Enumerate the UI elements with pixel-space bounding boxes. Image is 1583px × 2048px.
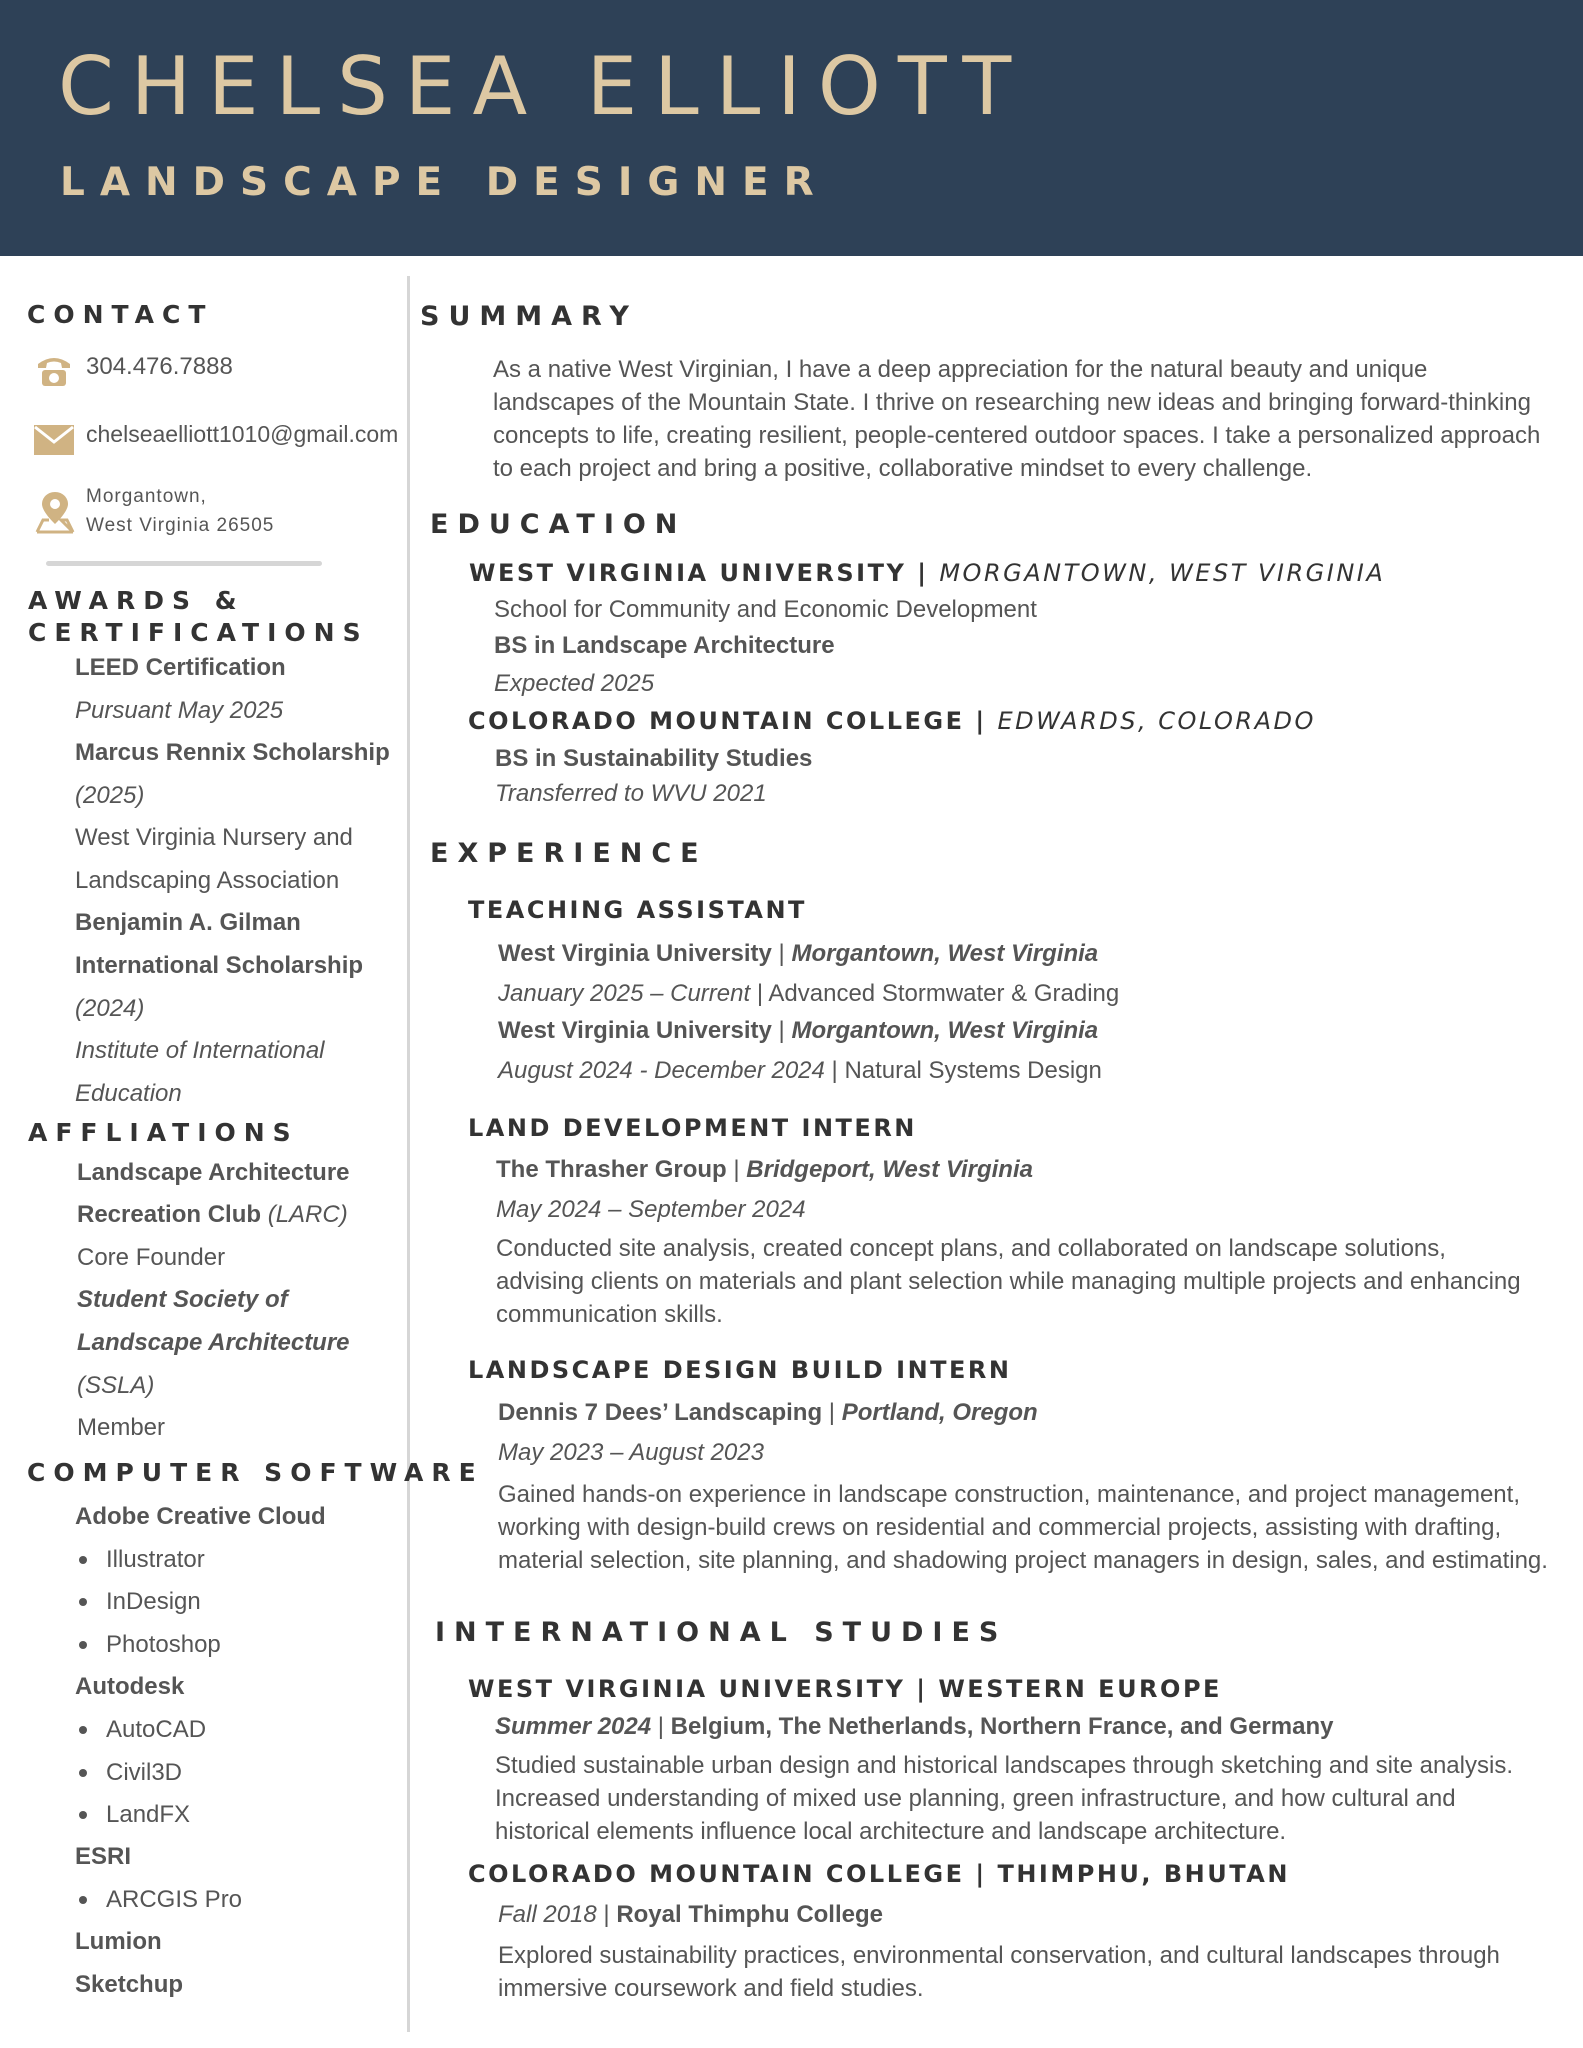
- program-title: WEST VIRGINIA UNIVERSITY | WESTERN EUROPE: [468, 1675, 1222, 1703]
- affiliations-heading: AFFLIATIONS: [28, 1118, 299, 1147]
- bullet: [79, 1556, 87, 1564]
- job-dates: August 2024 - December 2024 | Natural Systems Design: [498, 1057, 1102, 1084]
- candidate-name: CHELSEA ELLIOTT: [58, 40, 1029, 133]
- software-item: Photoshop: [106, 1631, 221, 1658]
- software-group: Lumion: [75, 1928, 162, 1955]
- bullet: [79, 1811, 87, 1819]
- address-line-1: Morgantown,: [86, 486, 207, 507]
- job-dates: May 2024 – September 2024: [496, 1196, 806, 1223]
- affiliation-line: Recreation Club (LARC): [77, 1201, 348, 1228]
- sidebar-rule: [46, 561, 322, 566]
- job-title: LANDSCAPE DESIGN BUILD INTERN: [468, 1356, 1012, 1384]
- award-line: Benjamin A. Gilman: [75, 909, 301, 936]
- software-group: ESRI: [75, 1843, 132, 1870]
- software-item: LandFX: [106, 1801, 191, 1828]
- school-heading: WEST VIRGINIA UNIVERSITY | MORGANTOWN, WEST VIRGINIA: [469, 559, 1386, 587]
- summary-heading: SUMMARY: [420, 301, 638, 332]
- award-line: West Virginia Nursery and: [75, 824, 353, 851]
- job-title: LAND DEVELOPMENT INTERN: [468, 1114, 917, 1142]
- school-college: School for Community and Economic Development: [494, 596, 1037, 623]
- job-org: The Thrasher Group | Bridgeport, West Virginia: [496, 1156, 1033, 1183]
- mail-icon: [34, 425, 74, 460]
- software-item: AutoCAD: [106, 1716, 207, 1743]
- contact-phone[interactable]: 304.476.7888: [86, 353, 233, 380]
- affiliation-line: Landscape Architecture: [77, 1329, 350, 1356]
- contact-heading: CONTACT: [27, 300, 214, 329]
- contact-email[interactable]: chelseaelliott1010@gmail.com: [86, 421, 399, 447]
- bullet: [79, 1896, 87, 1904]
- award-line: LEED Certification: [75, 654, 286, 681]
- program-description: Explored sustainability practices, environmental conservation, and cultural landscapes through immersive coursework and field studies.: [498, 1942, 1500, 2002]
- affiliation-line: Member: [77, 1414, 166, 1441]
- job-description: Conducted site analysis, created concept plans, and collaborated on landscape solutions, advising clients on materials and plant selection while managing multiple projects and enhancing communication skills.: [496, 1235, 1521, 1328]
- program-title: COLORADO MOUNTAIN COLLEGE | THIMPHU, BHUTAN: [468, 1860, 1290, 1888]
- program-term: Summer 2024 | Belgium, The Netherlands, Northern France, and Germany: [495, 1713, 1334, 1740]
- award-line: Landscaping Association: [75, 867, 340, 894]
- school-degree: BS in Landscape Architecture: [494, 632, 835, 659]
- software-item: ARCGIS Pro: [106, 1886, 243, 1913]
- school-degree: BS in Sustainability Studies: [495, 745, 813, 772]
- software-group: Autodesk: [75, 1673, 185, 1700]
- education-heading: EDUCATION: [430, 509, 687, 540]
- affiliation-line: Student Society of: [77, 1286, 288, 1313]
- software-group: Sketchup: [75, 1971, 184, 1998]
- program-term: Fall 2018 | Royal Thimphu College: [498, 1901, 883, 1928]
- job-org: West Virginia University | Morgantown, West Virginia: [498, 1017, 1099, 1044]
- program-description: Studied sustainable urban design and historical landscapes through sketching and site analysis. Increased understanding of mixed use planning, green infrastructure, and how cultural and historical elements influence local architecture and landscape architecture.: [495, 1752, 1513, 1845]
- bullet: [79, 1726, 87, 1734]
- column-divider: [407, 276, 410, 2032]
- candidate-title: LANDSCAPE DESIGNER: [60, 160, 829, 205]
- software-item: InDesign: [106, 1588, 201, 1615]
- software-group: Adobe Creative Cloud: [75, 1503, 326, 1530]
- bullet: [79, 1641, 87, 1649]
- award-line: (2025): [75, 782, 145, 809]
- award-line: Education: [75, 1080, 182, 1107]
- affiliation-line: Landscape Architecture: [77, 1159, 350, 1186]
- job-org: Dennis 7 Dees’ Landscaping | Portland, Oregon: [498, 1399, 1038, 1426]
- school-heading: COLORADO MOUNTAIN COLLEGE | EDWARDS, COLORADO: [468, 707, 1316, 735]
- award-line: Pursuant May 2025: [75, 697, 284, 724]
- awards-heading: AWARDS &: [28, 586, 245, 615]
- experience-heading: EXPERIENCE: [430, 838, 708, 869]
- affiliation-line: Core Founder: [77, 1244, 226, 1271]
- award-line: (2024): [75, 995, 145, 1022]
- international-heading: INTERNATIONAL STUDIES: [435, 1617, 1008, 1648]
- location-pin-icon: [35, 490, 75, 539]
- award-line: International Scholarship: [75, 952, 364, 979]
- school-note: Transferred to WVU 2021: [495, 780, 767, 807]
- phone-icon: [34, 350, 74, 393]
- school-note: Expected 2025: [494, 670, 655, 697]
- header-banner: [0, 0, 1583, 256]
- award-line: Marcus Rennix Scholarship: [75, 739, 390, 766]
- awards-heading-2: CERTIFICATIONS: [28, 618, 369, 647]
- bullet: [79, 1598, 87, 1606]
- job-dates: January 2025 – Current | Advanced Stormwater & Grading: [498, 980, 1120, 1007]
- address-line-2: West Virginia 26505: [86, 515, 275, 536]
- software-heading: COMPUTER SOFTWARE: [27, 1458, 484, 1487]
- software-item: Civil3D: [106, 1759, 183, 1786]
- bullet: [79, 1769, 87, 1777]
- job-org: West Virginia University | Morgantown, West Virginia: [498, 940, 1099, 967]
- job-dates: May 2023 – August 2023: [498, 1439, 764, 1466]
- award-line: Institute of International: [75, 1037, 325, 1064]
- summary-text: As a native West Virginian, I have a deep appreciation for the natural beauty and unique landscapes of the Mountain State. I thrive on researching new ideas and bringing forward-thinking concepts to life, creating resilient, people-centered outdoor spaces. I take a personalized approach to each project and bring a positive, collaborative mindset to every challenge.: [493, 356, 1541, 482]
- job-description: Gained hands-on experience in landscape construction, maintenance, and project management, working with design-build crews on residential and commercial projects, assisting with drafting, material selection, site planning, and shadowing project managers in design, sales, and estimating.: [498, 1481, 1548, 1574]
- software-item: Illustrator: [106, 1546, 205, 1573]
- job-title: TEACHING ASSISTANT: [468, 896, 807, 924]
- affiliation-line: (SSLA): [77, 1372, 155, 1399]
